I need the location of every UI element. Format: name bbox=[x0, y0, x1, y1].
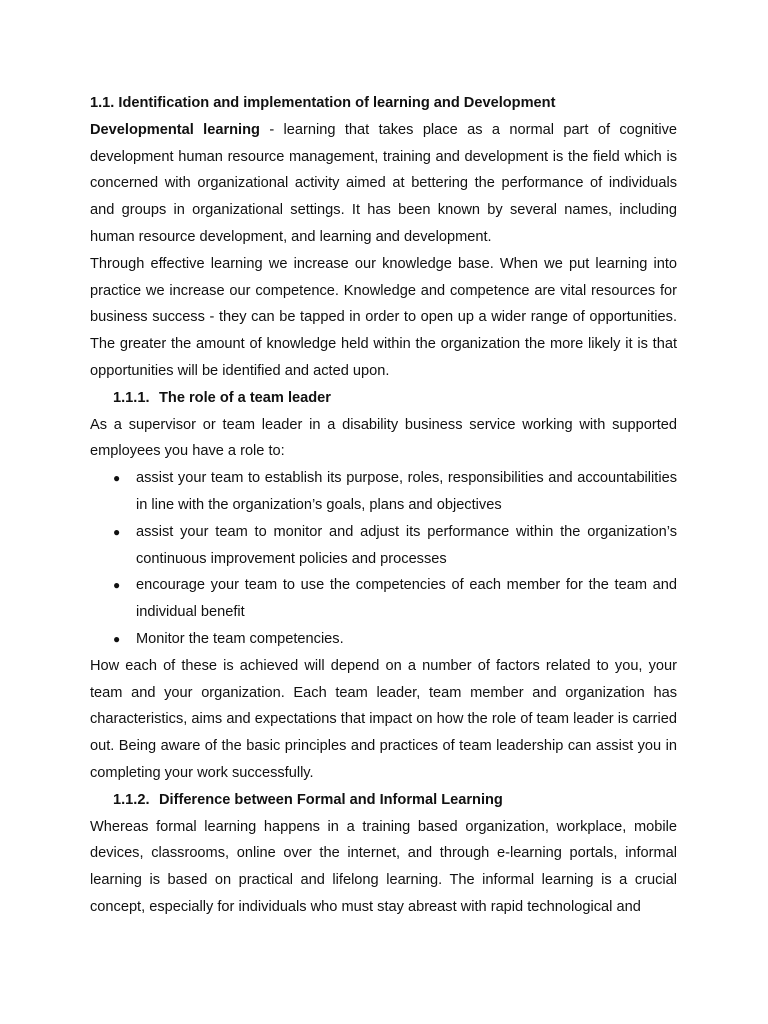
paragraph-team-leader-role: As a supervisor or team leader in a disability business service working with supported employees you have a role to: bbox=[90, 416, 677, 460]
bullet-icon: ● bbox=[113, 578, 121, 593]
paragraph-achievement-factors: How each of these is achieved will depend on a number of factors related to you, your team and your organization. Each team leader, team member and organization has characteristics, aims and expectations that impact on how the role of team leader is carried out. Being aware of the basic principles and practices of team leadership can assist you in completing your work successfully. bbox=[90, 657, 677, 781]
section-number: 1.1.2. bbox=[113, 791, 150, 808]
list-item-text: assist your team to establish its purpose, roles, responsibilities and accountabilities in line with the organization’s goals, plans and objectives bbox=[136, 470, 677, 513]
bullet-icon: ● bbox=[113, 524, 121, 539]
bullet-icon: ● bbox=[113, 631, 121, 646]
paragraph-developmental-learning bbox=[90, 117, 677, 251]
list-item bbox=[90, 626, 677, 653]
section-heading-1-1: 1.1. Identification and implementation of learning and Development bbox=[90, 95, 556, 111]
paragraph-formal-informal: Whereas formal learning happens in a training based organization, workplace, mobile devices, classrooms, online over the internet, and through e-learning portals, informal learning is based on practical and lifelong learning. The informal learning is a crucial concept, especially for individuals who must stay abreast with rapid technological and bbox=[90, 818, 677, 915]
section-number: 1.1.1. bbox=[113, 389, 150, 406]
bullet-icon: ● bbox=[113, 471, 121, 486]
term-developmental-learning: Developmental learning bbox=[90, 121, 260, 138]
list-item-text: Monitor the team competencies. bbox=[136, 630, 344, 647]
paragraph-effective-learning: Through effective learning we increase our knowledge base. When we put learning into practice we increase our competence. Knowledge and competence are vital resources for business success - they can be tapped in order to open up a wider range of opportunities. The greater the amount of knowledge held within the organization the more likely it is that opportunities will be identified and acted upon. bbox=[90, 255, 677, 379]
document-page bbox=[90, 90, 677, 921]
list-item-text: assist your team to monitor and adjust its performance within the organization’s continuous improvement policies and processes bbox=[136, 523, 677, 567]
list-item bbox=[90, 572, 677, 626]
section-heading-1-1-2 bbox=[113, 787, 677, 814]
section-title: Difference between Formal and Informal Learning bbox=[159, 791, 503, 808]
section-title: The role of a team leader bbox=[159, 389, 331, 406]
paragraph-developmental-learning-text: - learning that takes place as a normal part of cognitive development human resource management, training and development is the field which is concerned with organizational activity aimed at bettering the performance of individuals and groups in organizational settings. It has been known by several names, including human resource development, and learning and development. bbox=[90, 121, 677, 245]
bullet-list bbox=[90, 465, 677, 653]
list-item bbox=[90, 519, 677, 573]
section-heading-1-1-1 bbox=[113, 385, 677, 412]
list-item-text: encourage your team to use the competencies of each member for the team and individual benefit bbox=[136, 577, 677, 621]
list-item bbox=[90, 465, 677, 519]
